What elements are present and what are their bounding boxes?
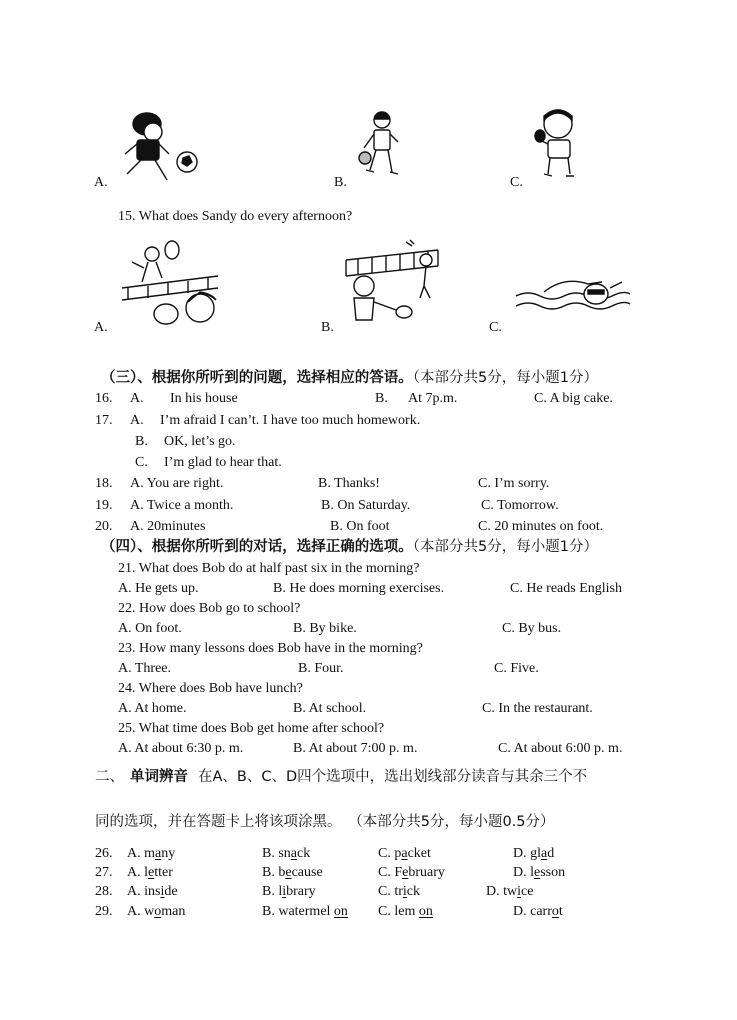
q29-option-d: D. carrot	[513, 904, 563, 919]
q28-option-c: C. trick	[378, 884, 420, 899]
q27-option-d: D. lesson	[513, 865, 566, 880]
q20-number: 20.	[95, 519, 113, 534]
boy-dribbling-basketball-icon	[356, 110, 406, 186]
q27-option-c: C. February	[378, 865, 445, 880]
question-15: 15. What does Sandy do every afternoon?	[118, 209, 353, 224]
q18-option-a: A. You are right.	[130, 476, 224, 491]
q27-number: 27.	[95, 865, 113, 880]
option-a-label: A.	[94, 175, 108, 190]
q17-option-c: C.	[135, 455, 148, 470]
q16-option-c: C. A big cake.	[534, 391, 613, 406]
q28-number: 28.	[95, 884, 113, 899]
question-22: 22. How does Bob go to school?	[118, 601, 301, 616]
q21-option-c: C. He reads English	[510, 581, 622, 596]
q15-option-a-label: A.	[94, 320, 108, 335]
q17-option-b-text: OK, let’s go.	[164, 434, 236, 449]
q29-option-a: A. woman	[127, 904, 186, 919]
q24-option-a: A. At home.	[118, 701, 187, 716]
q17-option-c-text: I’m glad to hear that.	[164, 455, 282, 470]
q22-option-a: A. On foot.	[118, 621, 182, 636]
q17-option-a: A.	[130, 413, 144, 428]
q18-option-b: B. Thanks!	[318, 476, 380, 491]
option-c-label: C.	[510, 175, 523, 190]
q29-option-c: C. lem on	[378, 904, 433, 919]
q17-option-b: B.	[135, 434, 148, 449]
q28-option-a: A. inside	[127, 884, 178, 899]
q24-option-c: C. In the restaurant.	[482, 701, 593, 716]
q21-option-a: A. He gets up.	[118, 581, 199, 596]
question-23: 23. How many lessons does Bob have in the morning?	[118, 641, 423, 656]
q26-option-b: B. snack	[262, 846, 311, 861]
q25-option-a: A. At about 6:30 p. m.	[118, 741, 244, 756]
q16-option-b-text: At 7p.m.	[408, 391, 458, 406]
q26-option-a: A. many	[127, 846, 176, 861]
boy-playing-ping-pong-icon	[534, 106, 584, 186]
q15-option-c-label: C.	[489, 320, 502, 335]
q23-option-c: C. Five.	[494, 661, 539, 676]
section-4-heading: （四）、根据你所听到的对话，选择正确的选项。（本部分共5分，每小题1分）	[101, 539, 598, 555]
q23-option-a: A. Three.	[118, 661, 171, 676]
option-b-label: B.	[334, 175, 347, 190]
q18-option-c: C. I’m sorry.	[478, 476, 550, 491]
question-25: 25. What time does Bob get home after school?	[118, 721, 385, 736]
q17-option-a-text: I’m afraid I can’t. I have too much homework.	[160, 413, 421, 428]
tennis-players-icon	[118, 238, 228, 330]
q16-option-a: A.	[130, 391, 144, 406]
q20-option-b: B. On foot	[330, 519, 390, 534]
q27-option-b: B. because	[262, 865, 323, 880]
q28-option-d: D. twice	[486, 884, 534, 899]
part-2-heading: 二、 单词辨音 在A、B、C、D四个选项中，选出划线部分读音与其余三个不	[95, 769, 588, 785]
q26-number: 26.	[95, 846, 113, 861]
q27-option-a: A. letter	[127, 865, 173, 880]
q25-option-c: C. At about 6:00 p. m.	[498, 741, 623, 756]
q24-option-b: B. At school.	[293, 701, 367, 716]
part-2-instruction: 同的选项，并在答题卡上将该项涂黑。 （本部分共5分，每小题0.5分）	[95, 814, 555, 830]
q26-option-d: D. glad	[513, 846, 555, 861]
q15-option-b-label: B.	[321, 320, 334, 335]
q21-option-b: B. He does morning exercises.	[273, 581, 445, 596]
q19-option-b: B. On Saturday.	[321, 498, 411, 513]
q29-number: 29.	[95, 904, 113, 919]
q20-option-a: A. 20minutes	[130, 519, 206, 534]
q16-number: 16.	[95, 391, 113, 406]
q16-option-a-text: In his house	[170, 391, 238, 406]
q25-option-b: B. At about 7:00 p. m.	[293, 741, 418, 756]
q28-option-b: B. library	[262, 884, 316, 899]
q22-option-c: C. By bus.	[502, 621, 562, 636]
q29-option-b: B. watermel on	[262, 904, 348, 919]
q18-number: 18.	[95, 476, 113, 491]
question-24: 24. Where does Bob have lunch?	[118, 681, 303, 696]
section-3-heading: （三）、根据你所听到的问题，选择相应的答语。（本部分共5分，每小题1分）	[101, 370, 598, 386]
q20-option-c: C. 20 minutes on foot.	[478, 519, 604, 534]
q16-option-b: B.	[375, 391, 388, 406]
q23-option-b: B. Four.	[298, 661, 344, 676]
q22-option-b: B. By bike.	[293, 621, 357, 636]
badminton-players-icon	[340, 236, 444, 332]
q17-number: 17.	[95, 413, 113, 428]
boy-kicking-soccer-ball-icon	[115, 110, 205, 190]
q26-option-c: C. packet	[378, 846, 431, 861]
q19-option-c: C. Tomorrow.	[481, 498, 559, 513]
q19-option-a: A. Twice a month.	[130, 498, 234, 513]
question-21: 21. What does Bob do at half past six in the morning?	[118, 561, 420, 576]
swimmer-icon	[514, 272, 632, 324]
q19-number: 19.	[95, 498, 113, 513]
